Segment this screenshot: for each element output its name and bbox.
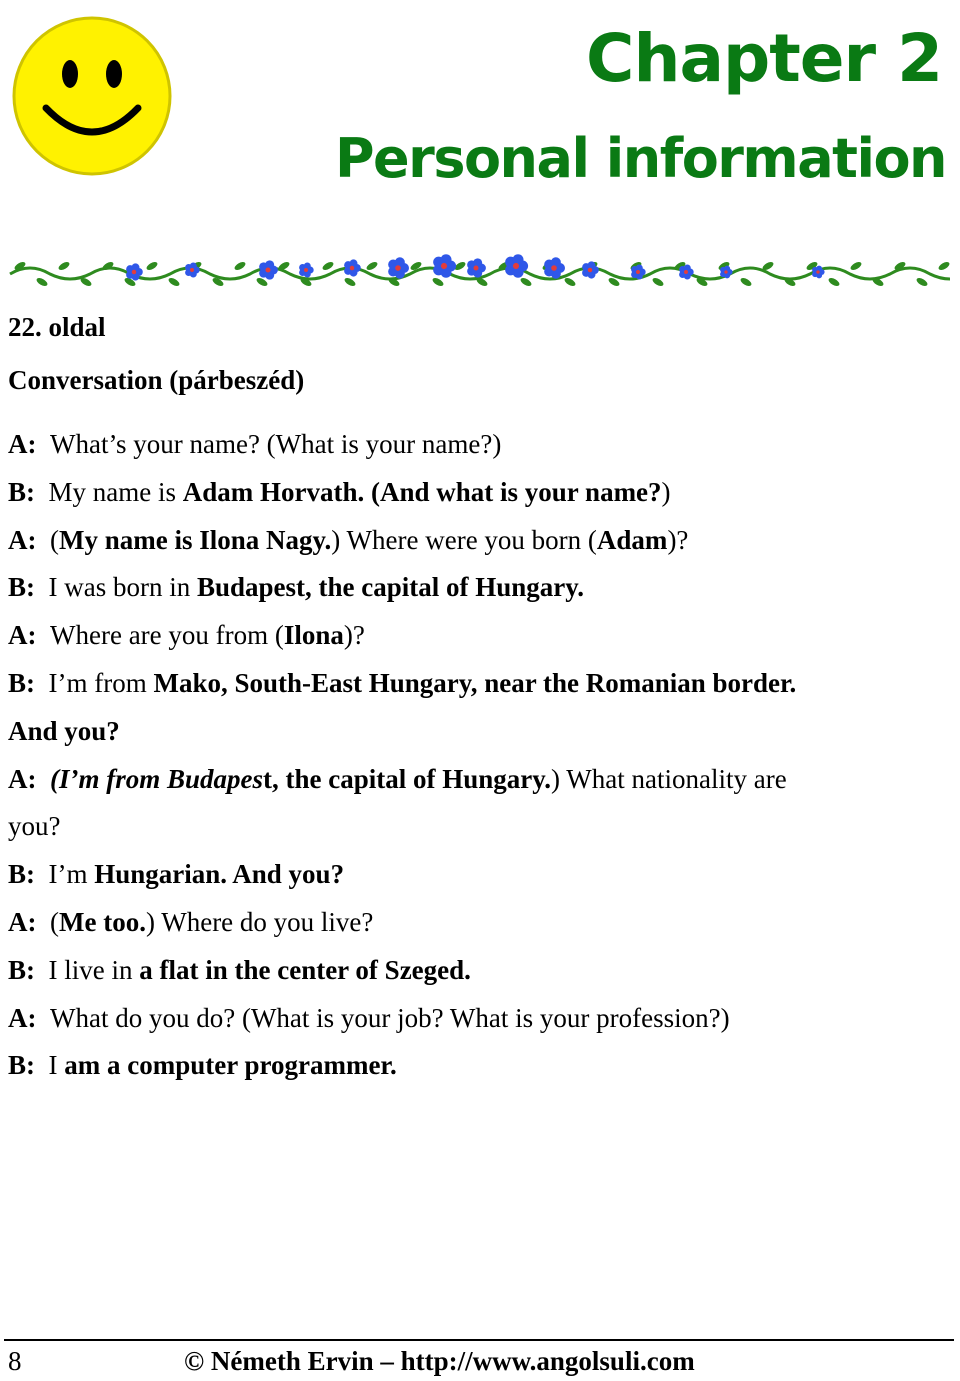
dialogue-text: I live in xyxy=(48,954,140,985)
dialogue-line xyxy=(8,995,948,1043)
flower-icon xyxy=(720,266,733,279)
dialogue-text: I’m xyxy=(48,859,95,890)
chapter-title: Chapter 2 xyxy=(586,20,942,97)
speaker-label: A: xyxy=(8,763,37,794)
dialogue-text: Budapest, the capital of Hungary. xyxy=(196,572,585,603)
dialogue-text: My name is Ilona Nagy. xyxy=(59,524,332,555)
dialogue-text: I’m from xyxy=(48,667,154,698)
flower-icon xyxy=(505,254,528,278)
dialogue-text: t, the capital of Hungary. xyxy=(263,763,552,794)
dialogue-text: )? xyxy=(667,524,689,555)
speaker-label: B: xyxy=(8,572,35,603)
dialogue-text: I xyxy=(48,1050,65,1081)
flower-vine-icon xyxy=(6,240,950,298)
chapter-subtitle: Personal information xyxy=(334,127,946,190)
dialogue-text: Ilona xyxy=(283,620,344,651)
dialogue-text: My name is xyxy=(48,476,183,507)
copyright-notice: © Németh Ervin – http://www.angolsuli.com xyxy=(184,1346,695,1376)
flower-icon xyxy=(679,265,694,280)
speaker-label: B: xyxy=(8,667,35,698)
speaker-label: A: xyxy=(8,620,37,651)
speaker-label: A: xyxy=(8,524,37,555)
dialogue-line xyxy=(8,803,948,851)
dialogue-text: ( xyxy=(50,906,59,937)
speaker-label: B: xyxy=(8,1050,35,1081)
dialogue-text: am a computer programmer. xyxy=(64,1050,397,1081)
speaker-label: B: xyxy=(8,476,35,507)
dialogue-text: Mako, South-East Hungary, near the Romanian border. xyxy=(153,667,797,698)
flower-icon xyxy=(259,260,278,279)
dialogue-line xyxy=(8,660,948,708)
speaker-label: B: xyxy=(8,859,35,890)
dialogue-text: Where are you from ( xyxy=(50,620,284,651)
flower-icon xyxy=(344,259,361,276)
dialogue-line xyxy=(8,469,948,517)
dialogue-text: ) What nationality are xyxy=(551,763,787,794)
dialogue-line xyxy=(8,899,948,947)
smiley-face-icon xyxy=(8,10,176,178)
dialogue-line xyxy=(8,708,948,756)
dialogue-line xyxy=(8,1042,948,1090)
flower-icon xyxy=(299,263,314,278)
dialogue-text: ) Where were you born ( xyxy=(331,524,597,555)
dialogue-text: What do you do? (What is your job? What is your profession?) xyxy=(50,1002,730,1033)
speaker-label: A: xyxy=(8,1002,37,1033)
dialogue-text: ) xyxy=(661,476,671,507)
dialogue xyxy=(8,421,948,1090)
speaker-label: B: xyxy=(8,954,35,985)
dialogue-line xyxy=(8,564,948,612)
dialogue-line xyxy=(8,421,948,469)
dialogue-text: ) Where do you live? xyxy=(145,906,374,937)
flower-icon xyxy=(544,257,565,278)
dialogue-text: And you? xyxy=(8,715,120,746)
dialogue-text: (I’m from Budapes xyxy=(50,763,264,794)
dialogue-text: you? xyxy=(8,811,61,842)
dialogue-text: What’s your name? (What is your name?) xyxy=(50,429,502,459)
dialogue-text: Adam Horvath. (And what is your name? xyxy=(182,476,662,507)
dialogue-text: Adam xyxy=(596,524,668,555)
dialogue-text: Me too. xyxy=(59,906,146,937)
speaker-label: A: xyxy=(8,429,37,459)
section-title: Conversation (párbeszéd) xyxy=(8,365,305,395)
dialogue-line xyxy=(8,947,948,995)
dialogue-text: ( xyxy=(50,524,59,555)
dialogue-text: Hungarian. And you? xyxy=(94,859,345,890)
dialogue-text: I was born in xyxy=(48,572,197,603)
flower-icon xyxy=(467,258,486,277)
dialogue-line xyxy=(8,851,948,899)
page-reference: 22. oldal xyxy=(8,312,106,342)
speaker-label: A: xyxy=(8,906,37,937)
dialogue-text: a flat in the center of Szeged. xyxy=(139,954,471,985)
footer-divider xyxy=(4,1339,954,1341)
page-number: 8 xyxy=(8,1346,22,1376)
dialogue-line xyxy=(8,756,948,804)
dialogue-text: )? xyxy=(343,620,365,651)
dialogue-line xyxy=(8,517,948,565)
dialogue-line xyxy=(8,612,948,660)
